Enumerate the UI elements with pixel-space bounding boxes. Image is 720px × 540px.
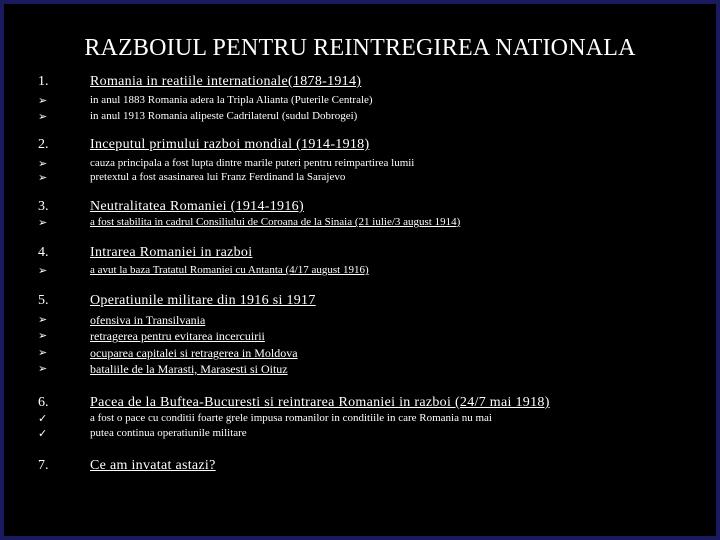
section-2-heading-row bbox=[0, 137, 720, 155]
section-2-link[interactable]: Inceputul primului razboi mondial (1914-1918) bbox=[90, 137, 370, 152]
section-3-heading-row bbox=[0, 199, 720, 217]
section-number: 3. bbox=[38, 199, 49, 214]
section-number: 6. bbox=[38, 395, 49, 410]
list-item-link[interactable]: ofensiva in Transilvania bbox=[90, 313, 206, 327]
list-item-text: a fost o pace cu conditii foarte grele impusa romanilor in conditiile in care Romania nu mai bbox=[90, 412, 492, 424]
arrow-bullet-icon: ➢ bbox=[38, 313, 48, 326]
list-item-link[interactable]: ocuparea capitalei si retragerea in Moldova bbox=[90, 346, 298, 360]
arrow-bullet-icon: ➢ bbox=[38, 216, 48, 229]
section-7-heading-row bbox=[0, 458, 720, 476]
slide-title: RAZBOIUL PENTRU REINTREGIREA NATIONALA bbox=[84, 35, 636, 61]
list-item bbox=[0, 427, 720, 445]
list-item bbox=[0, 362, 720, 380]
slide-border-top bbox=[0, 0, 720, 4]
section-number: 2. bbox=[38, 137, 49, 152]
list-item bbox=[0, 110, 720, 128]
section-4-heading-row bbox=[0, 245, 720, 263]
arrow-bullet-icon: ➢ bbox=[38, 94, 48, 107]
list-item-link[interactable]: a fost stabilita in cadrul Consiliului de Coroana de la Sinaia (21 iulie/3 august 1914) bbox=[90, 216, 461, 228]
list-item bbox=[0, 264, 720, 282]
section-number: 7. bbox=[38, 458, 49, 473]
list-item-link[interactable]: a avut la baza Tratatul Romaniei cu Antanta (4/17 august 1916) bbox=[90, 264, 369, 276]
section-1-heading-row bbox=[0, 74, 720, 92]
checkmark-bullet-icon: ✓ bbox=[38, 427, 48, 440]
section-number: 5. bbox=[38, 293, 49, 308]
section-7-link[interactable]: Ce am invatat astazi? bbox=[90, 458, 216, 473]
list-item-text: putea continua operatiunile militare bbox=[90, 427, 247, 439]
arrow-bullet-icon: ➢ bbox=[38, 264, 48, 277]
section-5-link[interactable]: Operatiunile militare din 1916 si 1917 bbox=[90, 293, 316, 308]
list-item bbox=[0, 329, 720, 347]
list-item-link[interactable]: bataliile de la Marasti, Marasesti si Oituz bbox=[90, 362, 288, 376]
arrow-bullet-icon: ➢ bbox=[38, 362, 48, 375]
list-item bbox=[0, 216, 720, 234]
section-6-link[interactable]: Pacea de la Buftea-Bucuresti si reintrarea Romaniei in razboi (24/7 mai 1918) bbox=[90, 395, 550, 410]
list-item-text: pretextul a fost asasinarea lui Franz Ferdinand la Sarajevo bbox=[90, 171, 346, 183]
list-item bbox=[0, 171, 720, 189]
list-item-text: in anul 1913 Romania alipeste Cadrilaterul (sudul Dobrogei) bbox=[90, 110, 358, 122]
section-number: 1. bbox=[38, 74, 49, 89]
section-5-heading-row bbox=[0, 293, 720, 311]
section-3-link[interactable]: Neutralitatea Romaniei (1914-1916) bbox=[90, 199, 304, 214]
section-number: 4. bbox=[38, 245, 49, 260]
arrow-bullet-icon: ➢ bbox=[38, 329, 48, 342]
arrow-bullet-icon: ➢ bbox=[38, 346, 48, 359]
arrow-bullet-icon: ➢ bbox=[38, 110, 48, 123]
slide-border-bottom bbox=[0, 536, 720, 540]
list-item-text: in anul 1883 Romania adera la Tripla Alianta (Puterile Centrale) bbox=[90, 94, 373, 106]
list-item-text: cauza principala a fost lupta dintre marile puteri pentru reimpartirea lumii bbox=[90, 157, 415, 169]
section-4-link[interactable]: Intrarea Romaniei in razboi bbox=[90, 245, 253, 260]
checkmark-bullet-icon: ✓ bbox=[38, 412, 48, 425]
section-6-heading-row bbox=[0, 395, 720, 413]
arrow-bullet-icon: ➢ bbox=[38, 157, 48, 170]
list-item-link[interactable]: retragerea pentru evitarea incercuirii bbox=[90, 329, 265, 343]
arrow-bullet-icon: ➢ bbox=[38, 171, 48, 184]
section-1-link[interactable]: Romania in reatiile internationale(1878-1914) bbox=[90, 74, 362, 89]
